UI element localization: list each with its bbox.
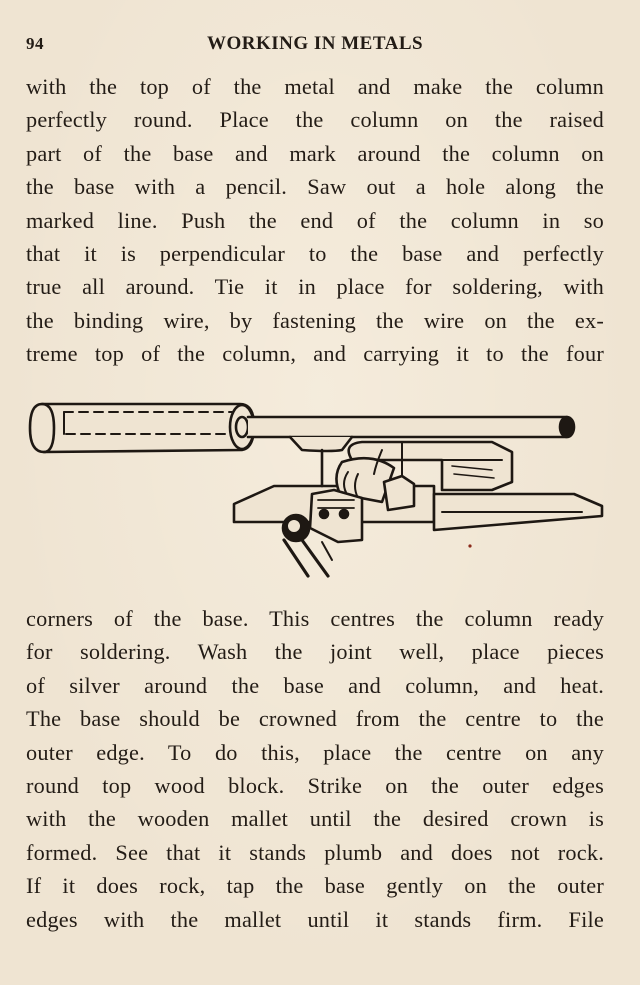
text-line: with the top of the metal and make the column — [26, 74, 604, 99]
text-line: the base with a pencil. Saw out a hole along the — [26, 174, 604, 200]
ink-speck — [468, 544, 471, 547]
text-line: edges with the mallet until it stands firm. File — [26, 906, 604, 932]
text-line: formed. See that it stands plumb and does not rock. — [26, 839, 604, 865]
text-line: corners of the base. This centres the column ready — [26, 606, 604, 631]
text-line: The base should be crowned from the centre to the — [26, 706, 604, 732]
text-line: round top wood block. Strike on the outer edges — [26, 772, 604, 798]
text-line: that it is perpendicular to the base and perfectly — [26, 240, 604, 266]
text-line: part of the base and mark around the column on — [26, 140, 604, 166]
mandrel-drawing — [30, 404, 254, 452]
text-line: If it does rock, tap the base gently on the outer — [26, 873, 604, 899]
text-line: of silver around the base and column, and heat. — [26, 672, 604, 698]
text-line: perfectly round. Place the column on the raised — [26, 107, 604, 133]
running-title: WORKING IN METALS — [206, 33, 424, 54]
paragraph-bottom — [26, 602, 604, 936]
page-header — [26, 30, 604, 60]
text-line: treme top of the column, and carrying it to the four — [26, 341, 604, 367]
paragraph-top — [26, 70, 604, 371]
text-line: with the wooden mallet until the desired crown is — [26, 806, 604, 832]
text-line: for soldering. Wash the joint well, place pieces — [26, 639, 604, 665]
text-line: the binding wire, by fastening the wire on the ex- — [26, 307, 604, 333]
vise-illustration — [22, 390, 608, 590]
text-line: true all around. Tie it in place for soldering, with — [26, 274, 604, 300]
text-line: outer edge. To do this, place the centre on any — [26, 739, 604, 765]
page-number: 94 — [26, 34, 44, 53]
text-line: marked line. Push the end of the column in so — [26, 207, 604, 233]
bench-vise-icon — [22, 390, 608, 590]
rod-drawing — [248, 417, 574, 437]
